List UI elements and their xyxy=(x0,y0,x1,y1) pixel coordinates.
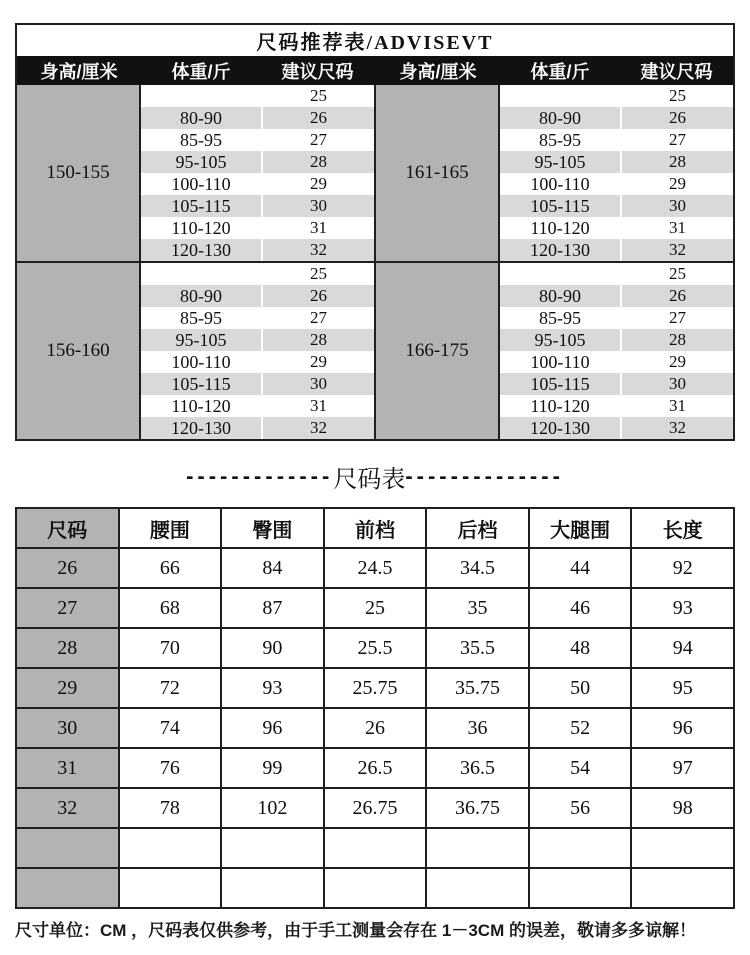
height-block xyxy=(17,85,374,261)
weight-cell: 100-110 xyxy=(530,351,590,372)
height-range-cell: 161-165 xyxy=(376,85,500,261)
empty-cell xyxy=(119,868,222,908)
height-range-cell: 166-175 xyxy=(376,263,500,439)
suggested-size-cell: 31 xyxy=(620,217,733,239)
measurement-cell: 99 xyxy=(221,748,324,788)
suggested-size-cell: 27 xyxy=(620,307,733,329)
recommendation-row xyxy=(141,173,374,195)
suggested-size-cell: 29 xyxy=(620,173,733,195)
empty-cell xyxy=(16,868,119,908)
recommendation-header-cell: 身高/厘米 xyxy=(40,61,118,82)
size-value-cell: 31 xyxy=(16,748,119,788)
recommendation-row xyxy=(500,417,733,439)
size-chart-row xyxy=(16,548,734,588)
size-value-cell: 29 xyxy=(16,668,119,708)
weight-cell: 80-90 xyxy=(180,285,222,306)
recommendation-row xyxy=(141,417,374,439)
recommendation-header-cell: 建议尺码 xyxy=(281,61,354,82)
empty-cell xyxy=(631,828,734,868)
measurement-cell: 74 xyxy=(119,708,222,748)
size-chart-row xyxy=(16,628,734,668)
size-chart-row xyxy=(16,668,734,708)
measurement-cell: 93 xyxy=(221,668,324,708)
empty-cell xyxy=(324,828,427,868)
height-range-cell: 156-160 xyxy=(17,263,141,439)
measurement-cell: 98 xyxy=(631,788,734,828)
height-block xyxy=(376,85,733,261)
measurement-cell: 70 xyxy=(119,628,222,668)
recommendation-row xyxy=(141,85,374,107)
suggested-size-cell: 30 xyxy=(261,195,374,217)
recommendation-row xyxy=(500,151,733,173)
measurement-cell: 48 xyxy=(529,628,632,668)
measurement-cell: 26 xyxy=(324,708,427,748)
weight-cell xyxy=(500,263,620,285)
weight-cell: 100-110 xyxy=(530,173,590,194)
recommendation-row xyxy=(500,217,733,239)
size-chart-header-row xyxy=(16,508,734,548)
measurement-cell: 35 xyxy=(426,588,529,628)
recommendation-row xyxy=(141,195,374,217)
suggested-size-cell: 32 xyxy=(620,417,733,439)
recommendation-row xyxy=(500,85,733,107)
measurement-cell: 54 xyxy=(529,748,632,788)
recommendation-row xyxy=(500,263,733,285)
weight-cell: 85-95 xyxy=(180,307,222,328)
measurement-cell: 78 xyxy=(119,788,222,828)
measurement-cell: 92 xyxy=(631,548,734,588)
suggested-size-cell: 26 xyxy=(261,107,374,129)
suggested-size-cell: 26 xyxy=(261,285,374,307)
weight-cell: 100-110 xyxy=(171,173,231,194)
divider-dashes-right: -------------- xyxy=(405,463,564,489)
size-chart-table xyxy=(15,507,735,909)
empty-cell xyxy=(221,828,324,868)
weight-cell: 110-120 xyxy=(530,217,590,238)
measurement-cell: 35.5 xyxy=(426,628,529,668)
recommendation-row xyxy=(141,151,374,173)
measurement-cell: 46 xyxy=(529,588,632,628)
size-chart-section-heading xyxy=(0,459,750,494)
weight-size-rows xyxy=(500,263,733,439)
suggested-size-cell: 32 xyxy=(261,239,374,261)
recommendation-row xyxy=(500,129,733,151)
measurement-cell: 36.5 xyxy=(426,748,529,788)
size-value-cell: 27 xyxy=(16,588,119,628)
size-chart-empty-row xyxy=(16,828,734,868)
measurement-cell: 76 xyxy=(119,748,222,788)
size-value-cell: 30 xyxy=(16,708,119,748)
recommendation-row xyxy=(500,373,733,395)
size-value-cell: 28 xyxy=(16,628,119,668)
suggested-size-cell: 26 xyxy=(620,107,733,129)
recommendation-row xyxy=(500,173,733,195)
size-chart-header-cell: 长度 xyxy=(631,508,734,548)
height-range-cell: 150-155 xyxy=(17,85,141,261)
measurement-cell: 24.5 xyxy=(324,548,427,588)
measurement-cell: 44 xyxy=(529,548,632,588)
weight-cell: 95-105 xyxy=(175,151,227,172)
measurement-cell: 90 xyxy=(221,628,324,668)
measurement-cell: 26.5 xyxy=(324,748,427,788)
recommendation-row xyxy=(141,107,374,129)
weight-cell: 85-95 xyxy=(180,129,222,150)
weight-cell: 85-95 xyxy=(539,307,581,328)
recommendation-table-body xyxy=(17,85,733,439)
measurement-cell: 35.75 xyxy=(426,668,529,708)
divider-dashes-left: ------------- xyxy=(186,463,334,489)
weight-cell: 105-115 xyxy=(171,195,231,216)
empty-cell xyxy=(631,868,734,908)
measurement-cell: 84 xyxy=(221,548,324,588)
suggested-size-cell: 30 xyxy=(620,373,733,395)
suggested-size-cell: 31 xyxy=(261,395,374,417)
measurement-cell: 97 xyxy=(631,748,734,788)
measurement-cell: 25 xyxy=(324,588,427,628)
weight-size-rows xyxy=(500,85,733,261)
suggested-size-cell: 30 xyxy=(261,373,374,395)
size-chart-header-cell: 臀围 xyxy=(221,508,324,548)
suggested-size-cell: 31 xyxy=(620,395,733,417)
recommendation-table-title: 尺码推荐表/ADVISEVT xyxy=(256,32,494,54)
empty-cell xyxy=(16,828,119,868)
height-block xyxy=(17,263,374,439)
suggested-size-cell: 28 xyxy=(261,151,374,173)
size-recommendation-table xyxy=(15,23,735,441)
suggested-size-cell: 27 xyxy=(261,307,374,329)
measurement-cell: 87 xyxy=(221,588,324,628)
suggested-size-cell: 25 xyxy=(261,263,374,285)
weight-cell xyxy=(141,85,261,107)
size-value-cell: 26 xyxy=(16,548,119,588)
weight-cell: 80-90 xyxy=(539,107,581,128)
recommendation-row xyxy=(141,129,374,151)
recommendation-row xyxy=(141,239,374,261)
weight-size-rows xyxy=(141,263,374,439)
empty-cell xyxy=(426,868,529,908)
weight-cell: 95-105 xyxy=(175,329,227,350)
suggested-size-cell: 28 xyxy=(261,329,374,351)
weight-cell: 95-105 xyxy=(534,151,586,172)
recommendation-row xyxy=(141,395,374,417)
recommendation-header-cell: 体重/斤 xyxy=(171,61,231,82)
size-value-cell: 32 xyxy=(16,788,119,828)
measurement-cell: 25.5 xyxy=(324,628,427,668)
suggested-size-cell: 32 xyxy=(620,239,733,261)
size-chart-row xyxy=(16,788,734,828)
weight-cell: 120-130 xyxy=(171,417,231,438)
recommendation-row xyxy=(500,195,733,217)
measurement-cell: 96 xyxy=(631,708,734,748)
suggested-size-cell: 25 xyxy=(620,85,733,107)
recommendation-row xyxy=(141,351,374,373)
size-chart-table-body xyxy=(16,548,734,908)
size-chart-header-cell: 后档 xyxy=(426,508,529,548)
recommendation-header-cell: 身高/厘米 xyxy=(399,61,477,82)
weight-cell: 95-105 xyxy=(534,329,586,350)
recommendation-header-cell: 建议尺码 xyxy=(640,61,713,82)
weight-cell: 80-90 xyxy=(180,107,222,128)
measurement-cell: 66 xyxy=(119,548,222,588)
measurement-cell: 102 xyxy=(221,788,324,828)
recommendation-row xyxy=(500,239,733,261)
recommendation-row xyxy=(141,373,374,395)
suggested-size-cell: 30 xyxy=(620,195,733,217)
measurement-cell: 96 xyxy=(221,708,324,748)
empty-cell xyxy=(221,868,324,908)
suggested-size-cell: 26 xyxy=(620,285,733,307)
size-chart-header-cell: 腰围 xyxy=(119,508,222,548)
measurement-cell: 94 xyxy=(631,628,734,668)
suggested-size-cell: 29 xyxy=(261,351,374,373)
weight-cell: 110-120 xyxy=(530,395,590,416)
recommendation-row xyxy=(141,307,374,329)
suggested-size-cell: 27 xyxy=(261,129,374,151)
weight-cell xyxy=(141,263,261,285)
weight-cell: 105-115 xyxy=(530,195,590,216)
suggested-size-cell: 25 xyxy=(620,263,733,285)
recommendation-row xyxy=(141,263,374,285)
weight-cell: 120-130 xyxy=(530,239,590,260)
size-chart-empty-row xyxy=(16,868,734,908)
measurement-cell: 25.75 xyxy=(324,668,427,708)
empty-cell xyxy=(119,828,222,868)
suggested-size-cell: 25 xyxy=(261,85,374,107)
weight-size-rows xyxy=(141,85,374,261)
measurement-cell: 36 xyxy=(426,708,529,748)
weight-cell xyxy=(500,85,620,107)
divider-label: 尺码表 xyxy=(333,466,406,493)
measurement-cell: 93 xyxy=(631,588,734,628)
recommendation-header-cell: 体重/斤 xyxy=(530,61,590,82)
size-chart-row xyxy=(16,588,734,628)
weight-cell: 80-90 xyxy=(539,285,581,306)
weight-cell: 110-120 xyxy=(171,395,231,416)
measurement-cell: 56 xyxy=(529,788,632,828)
suggested-size-cell: 31 xyxy=(261,217,374,239)
weight-cell: 105-115 xyxy=(530,373,590,394)
suggested-size-cell: 29 xyxy=(261,173,374,195)
recommendation-row xyxy=(500,285,733,307)
suggested-size-cell: 29 xyxy=(620,351,733,373)
suggested-size-cell: 32 xyxy=(261,417,374,439)
suggested-size-cell: 28 xyxy=(620,329,733,351)
size-chart-row xyxy=(16,748,734,788)
measurement-cell: 36.75 xyxy=(426,788,529,828)
size-chart-header-cell: 前档 xyxy=(324,508,427,548)
measurement-cell: 72 xyxy=(119,668,222,708)
suggested-size-cell: 28 xyxy=(620,151,733,173)
empty-cell xyxy=(529,868,632,908)
size-chart-header-cell: 大腿围 xyxy=(529,508,632,548)
recommendation-row xyxy=(500,329,733,351)
recommendation-row xyxy=(141,217,374,239)
weight-cell: 110-120 xyxy=(171,217,231,238)
measurement-cell: 26.75 xyxy=(324,788,427,828)
measurement-cell: 34.5 xyxy=(426,548,529,588)
weight-cell: 120-130 xyxy=(171,239,231,260)
weight-cell: 85-95 xyxy=(539,129,581,150)
recommendation-row xyxy=(141,329,374,351)
height-block xyxy=(376,263,733,439)
empty-cell xyxy=(529,828,632,868)
recommendation-row xyxy=(500,395,733,417)
weight-cell: 105-115 xyxy=(171,373,231,394)
size-chart-header-cell: 尺码 xyxy=(16,508,119,548)
empty-cell xyxy=(324,868,427,908)
footer-note: 尺寸单位：CM ，尺码表仅供参考，由于手工测量会存在 1－3CM 的误差，敬请多多谅解！ xyxy=(15,921,696,940)
measurement-cell: 68 xyxy=(119,588,222,628)
empty-cell xyxy=(426,828,529,868)
measurement-cell: 95 xyxy=(631,668,734,708)
recommendation-row xyxy=(141,285,374,307)
weight-cell: 120-130 xyxy=(530,417,590,438)
suggested-size-cell: 27 xyxy=(620,129,733,151)
measurement-cell: 50 xyxy=(529,668,632,708)
recommendation-table-header-row xyxy=(17,56,733,85)
recommendation-row xyxy=(500,351,733,373)
weight-cell: 100-110 xyxy=(171,351,231,372)
measurement-cell: 52 xyxy=(529,708,632,748)
size-chart-row xyxy=(16,708,734,748)
recommendation-row xyxy=(500,307,733,329)
recommendation-row xyxy=(500,107,733,129)
